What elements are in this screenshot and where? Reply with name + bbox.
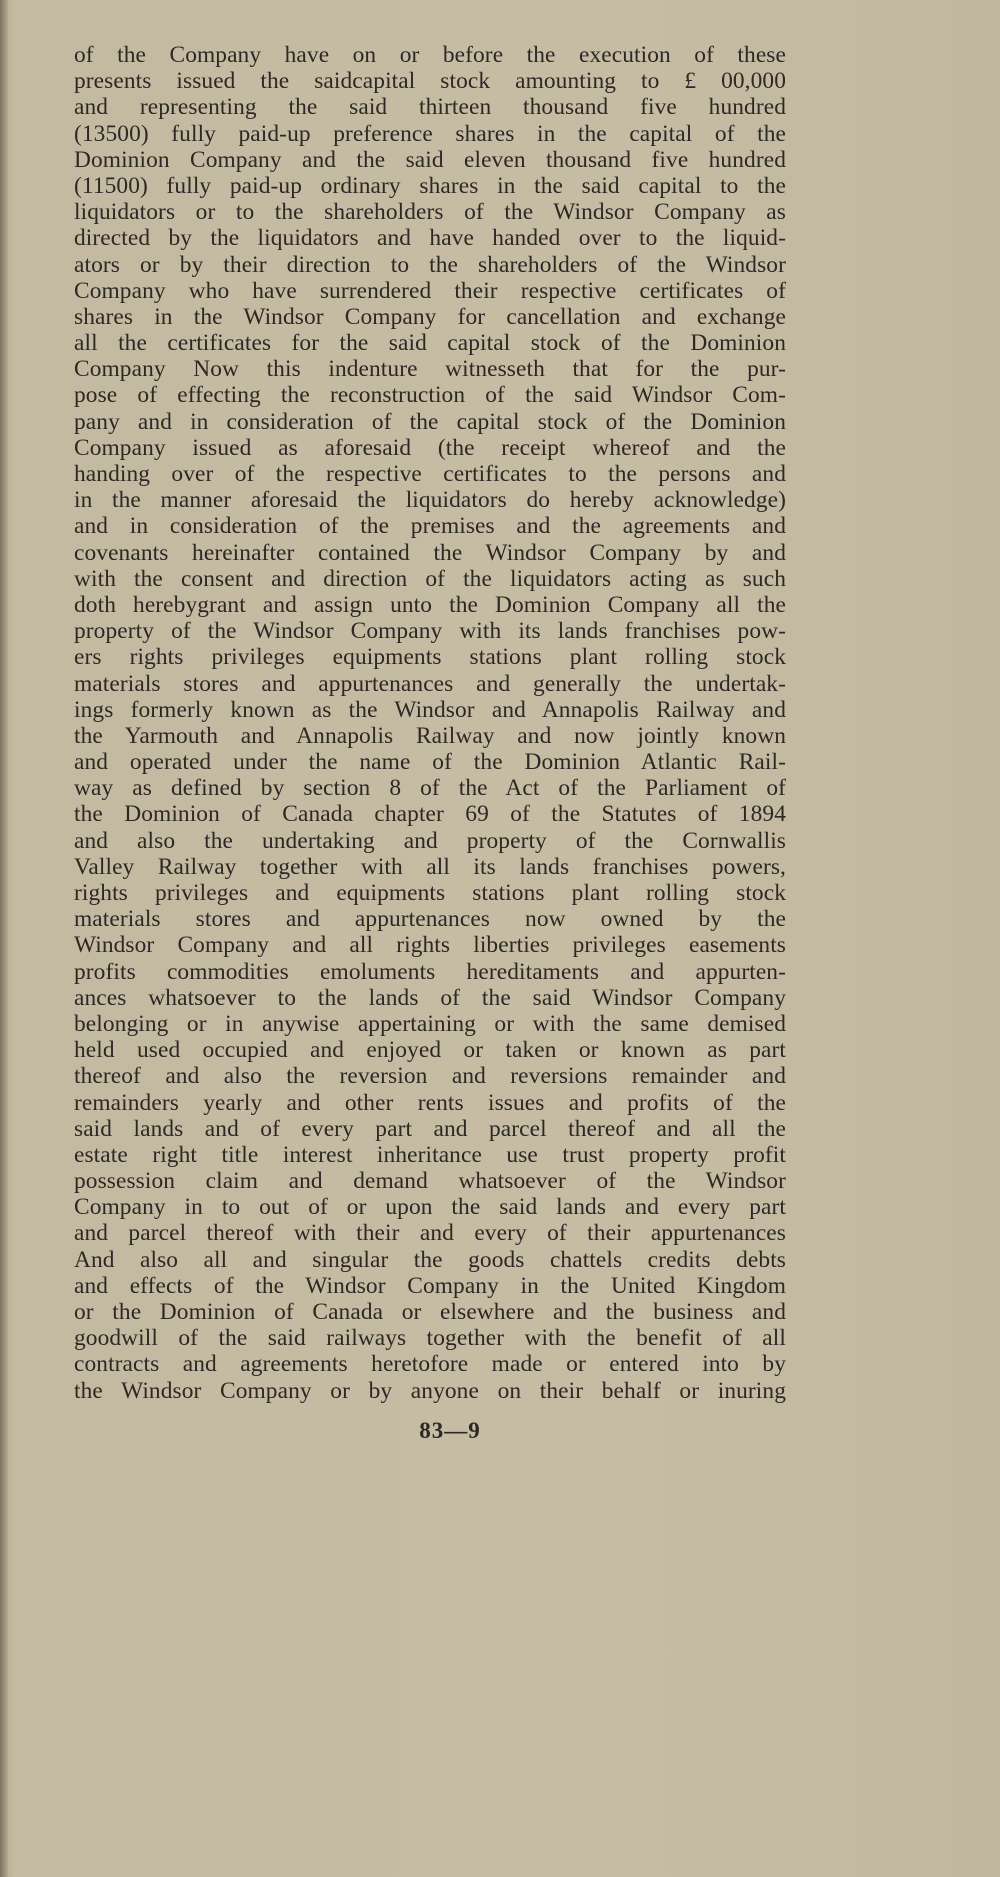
text-line: materials stores and appurtenances and generally the undertak-	[74, 670, 786, 697]
text-line: ings formerly known as the Windsor and Annapolis Railway and	[74, 696, 786, 723]
text-line: directed by the liquidators and have handed over to the liquid-	[74, 225, 786, 252]
text-line: And also all and singular the goods chattels credits debts	[74, 1246, 786, 1273]
text-line: ances whatsoever to the lands of the said Windsor Company	[74, 984, 786, 1011]
text-line: Dominion Company and the said eleven thousand five hundred	[74, 146, 786, 173]
text-line: ators or by their direction to the shareholders of the Windsor	[74, 251, 786, 278]
text-line: (13500) fully paid-up preference shares in the capital of the	[74, 120, 786, 147]
text-line: and operated under the name of the Dominion Atlantic Rail-	[74, 749, 786, 776]
text-line: rights privileges and equipments stations plant rolling stock	[74, 880, 786, 906]
text-line: or the Dominion of Canada or elsewhere and the business and	[74, 1299, 786, 1325]
text-line: of the Company have on or before the execution of these	[74, 42, 786, 68]
text-line: ers rights privileges equipments stations plant rolling stock	[74, 644, 786, 671]
text-line: liquidators or to the shareholders of the Windsor Company as	[74, 199, 786, 226]
text-line: estate right title interest inheritance use trust property profit	[74, 1141, 786, 1168]
text-line: shares in the Windsor Company for cancellation and exchange	[74, 303, 786, 330]
text-line: possession claim and demand whatsoever of the Windsor	[74, 1168, 786, 1195]
text-line: in the manner aforesaid the liquidators do hereby acknowledge)	[74, 487, 786, 514]
text-line: Company Now this indenture witnesseth that for the pur-	[74, 356, 786, 383]
text-line: and effects of the Windsor Company in the United Kingdom	[74, 1272, 786, 1299]
text-line: the Dominion of Canada chapter 69 of the Statutes of 1894	[74, 801, 786, 828]
text-line: covenants hereinafter contained the Windsor Company by and	[74, 539, 786, 566]
text-line: thereof and also the reversion and reversions remainder and	[74, 1063, 786, 1090]
text-line: remainders yearly and other rents issues and profits of the	[74, 1089, 786, 1116]
text-line: way as defined by section 8 of the Act of the Parliament of	[74, 775, 786, 802]
text-line: pose of effecting the reconstruction of the said Windsor Com-	[74, 382, 786, 409]
text-line: pany and in consideration of the capital stock of the Dominion	[74, 408, 786, 435]
page-left-edge	[0, 0, 8, 1877]
page-number: 83—9	[419, 1418, 481, 1443]
text-line: Company issued as aforesaid (the receipt whereof and the	[74, 434, 786, 461]
text-line: and parcel thereof with their and every of their appurtenances	[74, 1220, 786, 1247]
text-line: Valley Railway together with all its lands franchises powers,	[74, 853, 786, 880]
text-line: Windsor Company and all rights liberties privileges easements	[74, 932, 786, 959]
text-line: contracts and agreements heretofore made or entered into by	[74, 1351, 786, 1378]
text-line: belonging or in anywise appertaining or with the same demised	[74, 1010, 786, 1037]
text-line: presents issued the saidcapital stock amounting to £ 00,000	[74, 68, 786, 95]
text-line: Company in to out of or upon the said lands and every part	[74, 1194, 786, 1221]
text-line: doth herebygrant and assign unto the Dominion Company all the	[74, 591, 786, 618]
text-line: (11500) fully paid-up ordinary shares in the said capital to the	[74, 172, 786, 199]
text-line: goodwill of the said railways together with the benefit of all	[74, 1325, 786, 1352]
text-line: and also the undertaking and property of the Cornwallis	[74, 827, 786, 854]
text-line: with the consent and direction of the liquidators acting as such	[74, 565, 786, 592]
text-line: property of the Windsor Company with its lands franchises pow-	[74, 618, 786, 645]
text-line: materials stores and appurtenances now owned by the	[74, 906, 786, 933]
text-line: handing over of the respective certificates to the persons and	[74, 461, 786, 487]
text-line: held used occupied and enjoyed or taken or known as part	[74, 1037, 786, 1064]
body-text	[74, 42, 786, 1404]
text-line: said lands and of every part and parcel thereof and all the	[74, 1115, 786, 1142]
text-line: Company who have surrendered their respective certificates of	[74, 277, 786, 304]
text-line: all the certificates for the said capital stock of the Dominion	[74, 330, 786, 357]
text-line: and representing the said thirteen thousand five hundred	[74, 94, 786, 121]
text-line: the Windsor Company or by anyone on their behalf or inuring	[74, 1377, 786, 1404]
text-line: profits commodities emoluments hereditaments and appurten-	[74, 958, 786, 985]
text-line: the Yarmouth and Annapolis Railway and now jointly known	[74, 722, 786, 749]
text-line: and in consideration of the premises and the agreements and	[74, 513, 786, 540]
